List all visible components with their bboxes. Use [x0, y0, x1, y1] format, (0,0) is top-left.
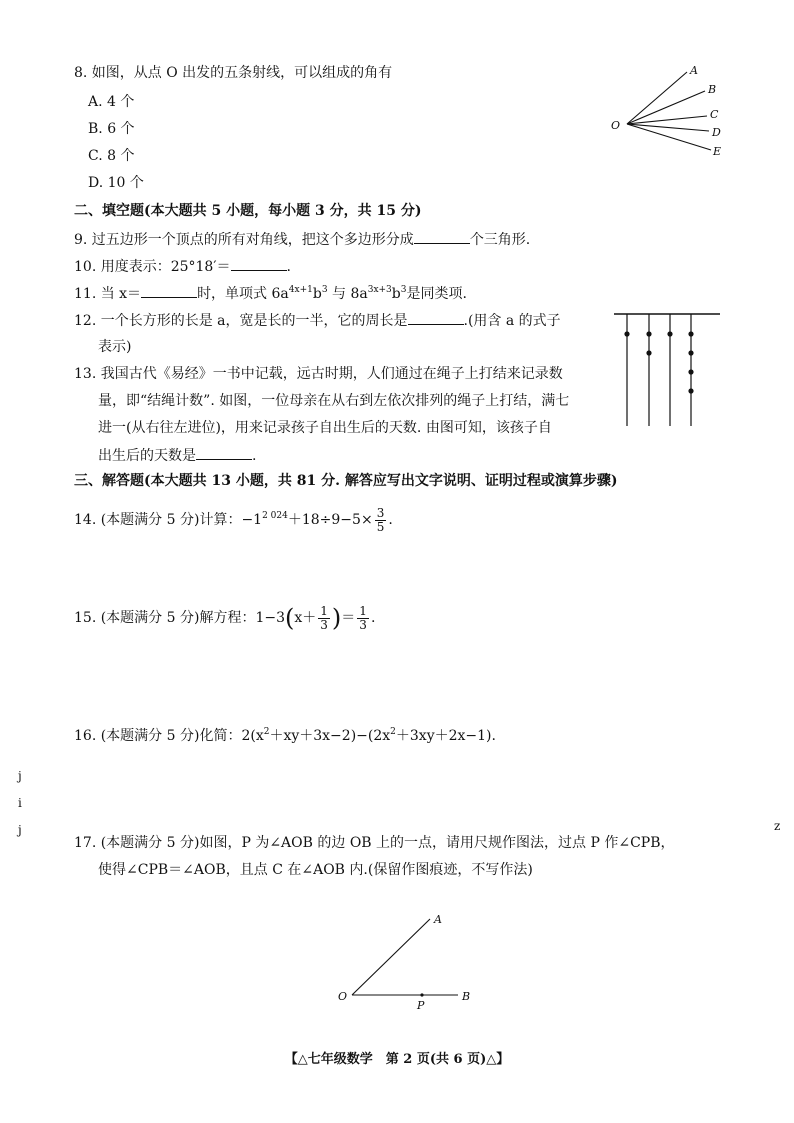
q12 [74, 310, 561, 331]
q16-exp1: 2 [263, 727, 270, 737]
margin-mark: j [18, 769, 22, 783]
q14-text: 14. (本题满分 5 分)计算：−1 [74, 512, 263, 528]
q16 [74, 726, 496, 746]
q8-rays-figure [605, 58, 735, 163]
q15-eq: ＝ [341, 610, 356, 626]
q8-option-a: A. 4 个 [88, 94, 135, 110]
q14-fraction [375, 507, 387, 534]
knot [624, 331, 629, 336]
q15-frac2-den: 3 [359, 617, 367, 632]
q14-text-mid: ＋18÷9−5× [287, 512, 373, 528]
q15-inner: x＋ [294, 610, 317, 626]
knot [688, 369, 693, 374]
q8-option-c: C. 8 个 [88, 148, 135, 164]
q15-fraction-1 [318, 605, 330, 632]
knot [688, 331, 693, 336]
q10-blank[interactable] [231, 256, 287, 271]
margin-mark: j [18, 823, 22, 837]
q14-text-end: . [388, 512, 393, 528]
q16-text: 16. (本题满分 5 分)化简：2(x [74, 728, 264, 744]
q9-text: 9. 过五边形一个顶点的所有对角线，把这个多边形分成 [74, 232, 414, 248]
q12-line2: 表示) [98, 339, 132, 355]
q11-text-mid2: 与 8a [327, 286, 368, 302]
q13-text-end: . [252, 448, 257, 464]
q11-blank[interactable] [141, 283, 197, 298]
q13-blank[interactable] [196, 445, 252, 460]
q12-text-end: .(用含 a 的式子 [463, 313, 561, 329]
q10-text: 10. 用度表示：25°18′＝ [74, 259, 231, 275]
q14 [74, 505, 393, 535]
q17-angle-figure [330, 905, 490, 1015]
q10 [74, 256, 291, 277]
knotted-ropes-figure [614, 308, 724, 428]
knot [646, 350, 651, 355]
q8-stem: 8. 如图，从点 O 出发的五条射线，可以组成的角有 [74, 65, 393, 81]
q11-b1: b [312, 286, 322, 302]
q11-b2exp: 3 [400, 285, 407, 295]
q13-line4 [98, 445, 256, 466]
q15-text-end: . [370, 610, 376, 626]
q11-b2: b [391, 286, 401, 302]
q9-blank[interactable] [414, 229, 470, 244]
q9 [74, 229, 530, 250]
q12-text: 12. 一个长方形的长是 a，宽是长的一半，它的周长是 [74, 313, 408, 329]
q15-text: 15. (本题满分 5 分)解方程：1−3 [74, 610, 285, 626]
q8-option-d: D. 10 个 [88, 175, 144, 191]
q17-line2: 使得∠CPB＝∠AOB，且点 C 在∠AOB 内.(保留作图痕迹，不写作法) [98, 862, 533, 878]
q17-label-a: A [434, 913, 442, 926]
q14-frac-den: 5 [376, 519, 385, 534]
q14-exp: 2 024 [262, 511, 288, 521]
q17-label-p: P [417, 999, 425, 1012]
q16-exp2: 2 [390, 727, 396, 737]
q11-exp2: 3x+3 [367, 285, 392, 295]
q8-label-b: B [708, 83, 717, 96]
q16-text-mid: ＋xy＋3x−2)−(2x [269, 728, 391, 744]
q11-text-mid: 时，单项式 6a [197, 286, 289, 302]
margin-mark: i [18, 796, 22, 810]
q8-label-d: D [712, 126, 721, 139]
q17-line1: 17. (本题满分 5 分)如图，P 为∠AOB 的边 OB 上的一点，请用尺规作图法，过点 P 作∠CPB， [74, 835, 675, 851]
knot [646, 331, 651, 336]
q15-frac1-num: 1 [320, 603, 328, 618]
q8-option-b: B. 6 个 [88, 121, 135, 137]
q14-frac-num: 3 [376, 505, 385, 520]
q17-label-o: O [338, 990, 348, 1003]
q11-exp1: 4x+1 [288, 285, 313, 295]
q15-fraction-2 [357, 605, 369, 632]
q8-label-e: E [713, 145, 722, 158]
q13-line3: 进一(从右往左进位)，用来记录孩子自出生后的天数. 由图可知，该孩子自 [98, 420, 552, 436]
q15-frac2-num: 1 [359, 603, 367, 618]
section3-heading: 三、解答题(本大题共 13 小题，共 81 分. 解答应写出文字说明、证明过程或演算步骤) [74, 473, 618, 489]
q8-label-o: O [611, 119, 621, 132]
q10-text-end: . [286, 259, 291, 275]
knot [688, 350, 693, 355]
section2-heading: 二、填空题(本大题共 5 小题，每小题 3 分，共 15 分) [74, 203, 422, 219]
knot [688, 388, 693, 393]
q16-text-end: ＋3xy＋2x−1). [395, 728, 496, 744]
q8-label-c: C [710, 108, 719, 121]
q13-text: 出生后的天数是 [98, 448, 196, 464]
q11-text-end: 是同类项. [406, 286, 467, 302]
q8-label-a: A [690, 64, 698, 77]
q9-text-end: 个三角形. [469, 232, 531, 248]
q15: 15. (本题满分 5 分)解方程：1−3(x＋ $\frac{1}{3}$ )＝ $\frac{1}{3}$ . [74, 603, 376, 632]
q15-frac1-den: 3 [320, 617, 328, 632]
q11 [74, 283, 467, 304]
q13-line2: 量，即“结绳计数”. 如图，一位母亲在从右到左依次排列的绳子上打结，满七 [98, 393, 570, 409]
q12-blank[interactable] [408, 310, 464, 325]
q11-text: 11. 当 x＝ [74, 286, 142, 302]
margin-mark: z [774, 819, 781, 833]
q17-label-b: B [462, 990, 471, 1003]
page-footer: 【△七年级数学 第 2 页(共 6 页)△】 [284, 1052, 510, 1067]
q11-b1exp: 3 [321, 285, 328, 295]
q13-line1: 13. 我国古代《易经》一书中记载，远古时期，人们通过在绳子上打结来记录数 [74, 366, 563, 382]
knot [667, 331, 672, 336]
